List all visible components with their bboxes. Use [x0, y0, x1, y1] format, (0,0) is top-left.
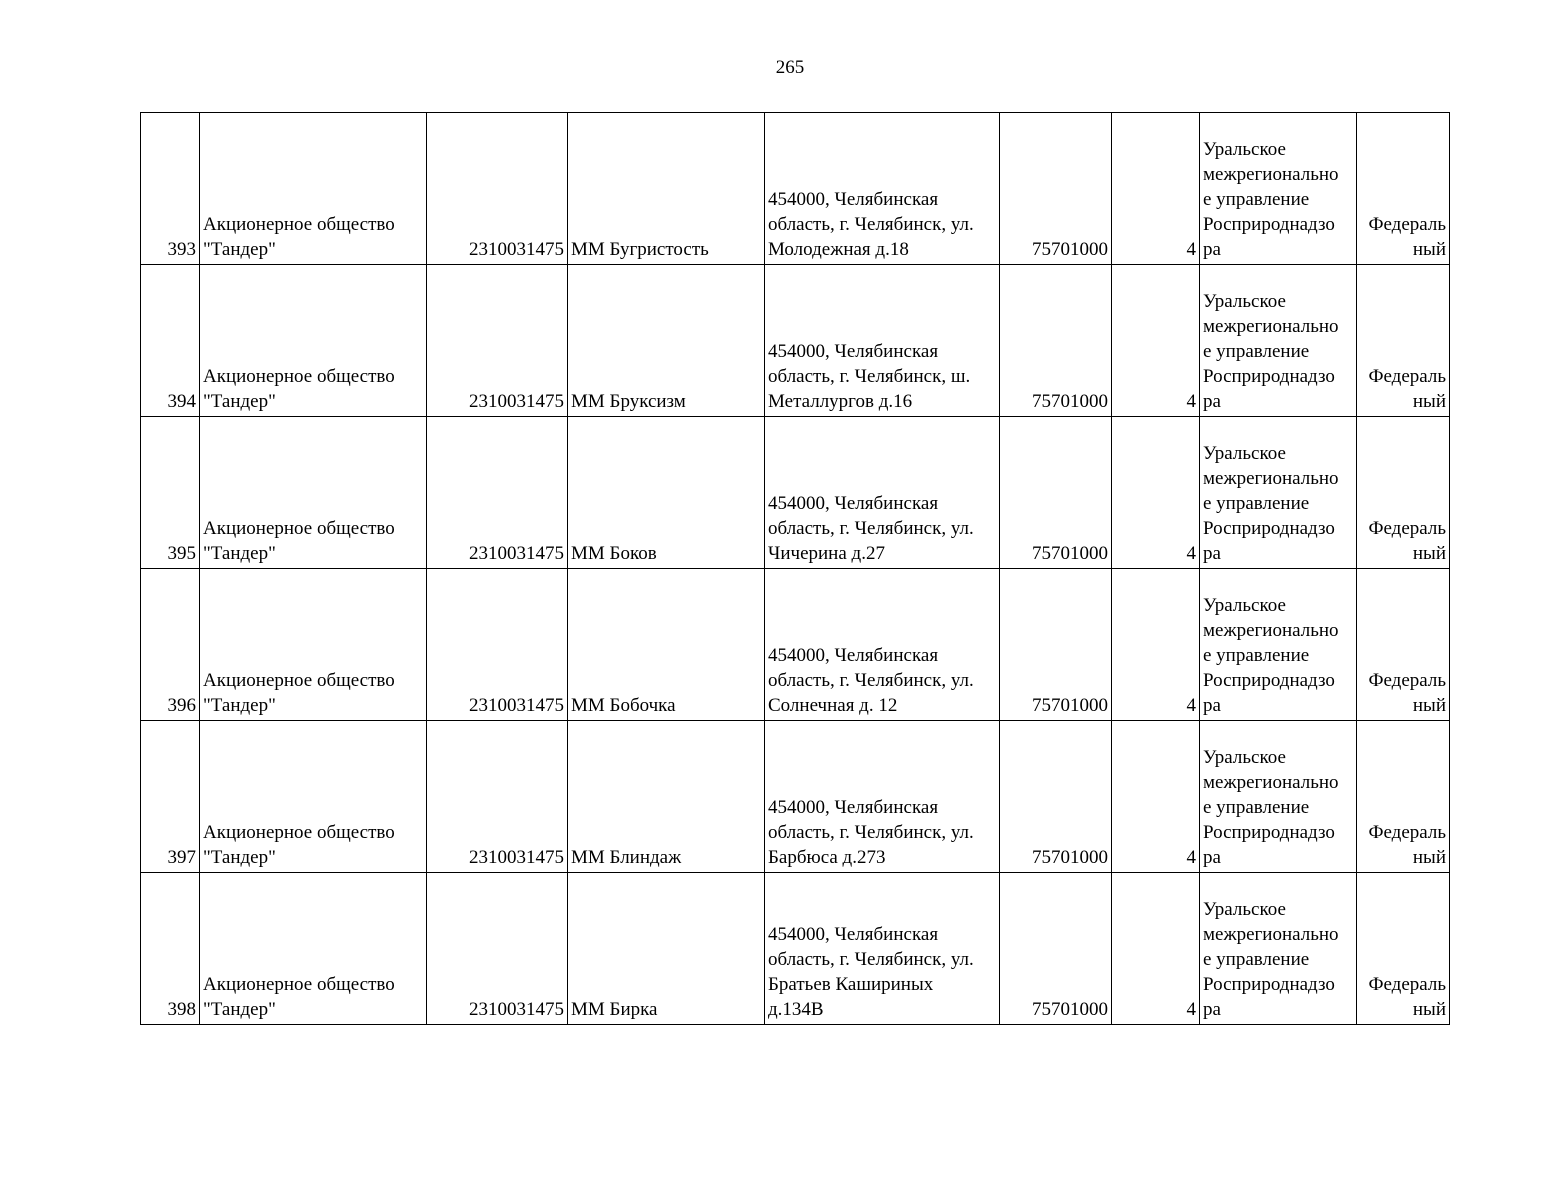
oktmo-code: 75701000 — [1000, 569, 1112, 721]
supervising-authority: Уральское межрегионально е управление Росприроднадзо ра — [1200, 569, 1357, 721]
oktmo-code: 75701000 — [1000, 721, 1112, 873]
supervision-level: Федераль ный — [1357, 113, 1450, 265]
supervising-authority: Уральское межрегионально е управление Росприроднадзо ра — [1200, 417, 1357, 569]
table-row — [141, 417, 1450, 569]
supervising-authority: Уральское межрегионально е управление Росприроднадзо ра — [1200, 265, 1357, 417]
inn-code: 2310031475 — [427, 873, 568, 1025]
organization-name: Акционерное общество "Тандер" — [200, 265, 427, 417]
object-address: 454000, Челябинская область, г. Челябинск, ул. Молодежная д.18 — [765, 113, 1000, 265]
oktmo-code: 75701000 — [1000, 873, 1112, 1025]
object-name: ММ Боков — [568, 417, 765, 569]
supervising-authority: Уральское межрегионально е управление Росприроднадзо ра — [1200, 113, 1357, 265]
registry-body — [141, 113, 1450, 1025]
supervision-level: Федераль ный — [1357, 721, 1450, 873]
table-row — [141, 113, 1450, 265]
row-number: 395 — [141, 417, 200, 569]
object-address: 454000, Челябинская область, г. Челябинск, ул. Барбюса д.273 — [765, 721, 1000, 873]
object-name: ММ Бирка — [568, 873, 765, 1025]
object-name: ММ Бугристость — [568, 113, 765, 265]
organization-name: Акционерное общество "Тандер" — [200, 873, 427, 1025]
supervision-level: Федераль ный — [1357, 265, 1450, 417]
object-name: ММ Блиндаж — [568, 721, 765, 873]
supervision-level: Федераль ный — [1357, 569, 1450, 721]
table-row — [141, 265, 1450, 417]
object-address: 454000, Челябинская область, г. Челябинск, ул. Чичерина д.27 — [765, 417, 1000, 569]
row-number: 393 — [141, 113, 200, 265]
row-number: 396 — [141, 569, 200, 721]
object-category: 4 — [1112, 417, 1200, 569]
page-number: 265 — [775, 57, 805, 78]
object-category: 4 — [1112, 721, 1200, 873]
inn-code: 2310031475 — [427, 265, 568, 417]
table-row — [141, 873, 1450, 1025]
supervision-level: Федераль ный — [1357, 417, 1450, 569]
oktmo-code: 75701000 — [1000, 417, 1112, 569]
object-category: 4 — [1112, 873, 1200, 1025]
supervision-level: Федераль ный — [1357, 873, 1450, 1025]
oktmo-code: 75701000 — [1000, 113, 1112, 265]
object-address: 454000, Челябинская область, г. Челябинск, ш. Металлургов д.16 — [765, 265, 1000, 417]
inn-code: 2310031475 — [427, 569, 568, 721]
organization-name: Акционерное общество "Тандер" — [200, 417, 427, 569]
table-row — [141, 721, 1450, 873]
organization-name: Акционерное общество "Тандер" — [200, 721, 427, 873]
object-name: ММ Бруксизм — [568, 265, 765, 417]
row-number: 397 — [141, 721, 200, 873]
inn-code: 2310031475 — [427, 113, 568, 265]
object-category: 4 — [1112, 569, 1200, 721]
supervising-authority: Уральское межрегионально е управление Росприроднадзо ра — [1200, 721, 1357, 873]
inn-code: 2310031475 — [427, 417, 568, 569]
object-category: 4 — [1112, 265, 1200, 417]
organization-name: Акционерное общество "Тандер" — [200, 569, 427, 721]
object-address: 454000, Челябинская область, г. Челябинск, ул. Братьев Кашириных д.134В — [765, 873, 1000, 1025]
oktmo-code: 75701000 — [1000, 265, 1112, 417]
table-row — [141, 569, 1450, 721]
row-number: 394 — [141, 265, 200, 417]
object-category: 4 — [1112, 113, 1200, 265]
organization-name: Акционерное общество "Тандер" — [200, 113, 427, 265]
row-number: 398 — [141, 873, 200, 1025]
supervising-authority: Уральское межрегионально е управление Росприроднадзо ра — [1200, 873, 1357, 1025]
inn-code: 2310031475 — [427, 721, 568, 873]
registry-table — [140, 112, 1450, 1025]
object-address: 454000, Челябинская область, г. Челябинск, ул. Солнечная д. 12 — [765, 569, 1000, 721]
object-name: ММ Бобочка — [568, 569, 765, 721]
